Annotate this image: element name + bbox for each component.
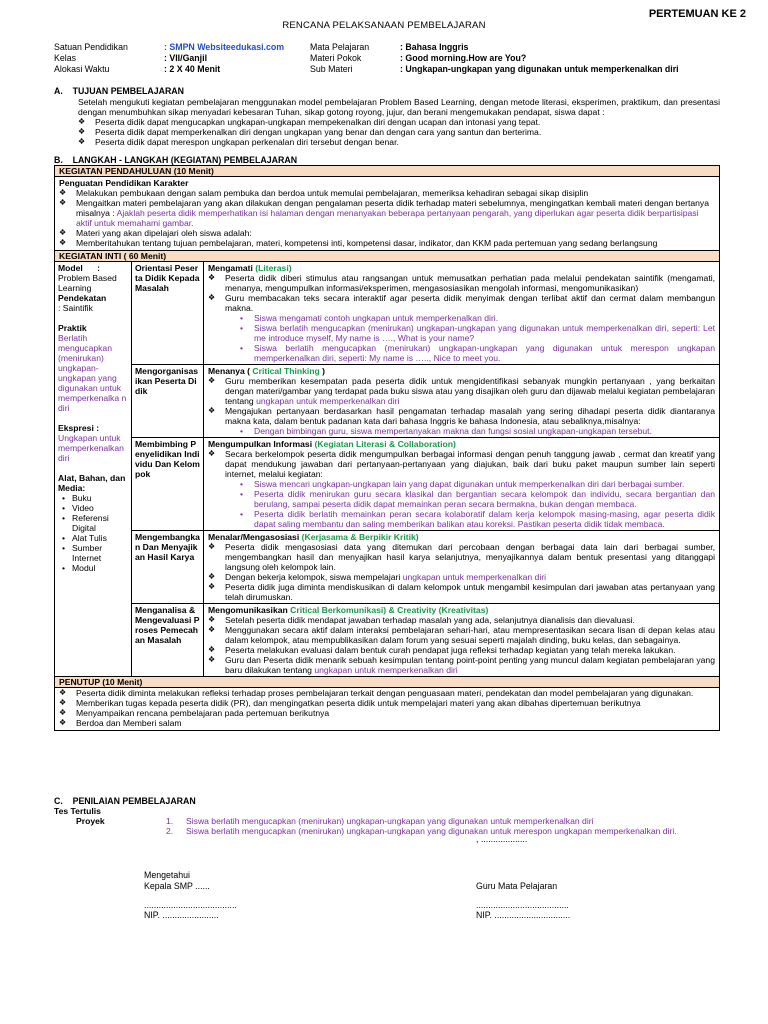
step-phase: Mengembangkan Dan Menyajikan Hasil Karya [132,531,204,603]
id-label: Materi Pokok [310,53,362,63]
step-subitem: • Dengan bimbingan guru, siswa mempertanyakan makna dan fungsi sosial ungkapan-ungkapan tersebut. [254,426,715,436]
step-body [204,531,719,603]
tes-label: Tes Tertulis [54,806,101,816]
step-subitem: • Peserta didik menirukan guru secara klasikal dan bergantian secara kelompok dan individu, secara bergantian dan berulang, sampai peserta didik dapat memainkan peran secara bermakna, bukan dengan membaca. [254,489,715,509]
pendahuluan-item [59,198,715,228]
section-c-body [54,806,720,840]
sign-guru: Guru Mata Pelajaran [476,881,558,891]
inti-steps [132,262,719,676]
step-item: ❖ Setelah peserta didik mendapat jawaban terhadap masalah yang ada, selanjutnya dianalisis dan dievaluasi. [208,615,715,625]
sign-place: , ................... [476,834,528,844]
step-row [132,531,719,604]
model-value: Problem Based Learning [58,273,117,293]
section-b-heading: B. LANGKAH - LANGKAH (KEGIATAN) PEMBELAJARAN [54,155,298,165]
pendahuluan-body [55,177,719,251]
step-subitem: • Siswa berlatih mengucapkan (menirukan) ungkapan-ungkapan yang digunakan untuk memperkenalkan diri, seperti: Let me introduce myself, My name is …., What is your name? [254,323,715,343]
step-tag: Critical Thinking [252,366,320,376]
pendahuluan-item: ❖ Melakukan pembukaan dengan salam pembuka dan berdoa untuk memulai pembelajaran, memeriksa kehadiran sebagai sikap disiplin [59,188,715,198]
step-tag: (Kegiatan Literasi & Collaboration) [314,439,456,449]
step-head: Mengamati [208,263,253,273]
section-a-body [78,97,720,147]
alat-item: • Buku [62,493,128,503]
step-subitem: • Siswa mencari ungkapan-ungkapan lain yang dapat digunakan untuk memperkenalkan diri dari berbagai sumber. [254,479,715,489]
section-a-heading: A. TUJUAN PEMBELAJARAN [54,86,185,96]
step-item: ❖ Peserta didik diberi stimulus atau rangsangan untuk memusatkan perhatian pada melalui pendekatan saintifik (mengamati, menanya, mengumpulkan informasi/eksperimen, mengasosiasikan mengolah informasi, mengomunikasikan) [208,273,715,293]
assessment-number: 2. [166,826,174,836]
step-item: ❖ Menggunakan secara aktif dalam interaksi pembelajaran sehari-hari, atau mempresentasikan secara lisan di depan kelas atau dalam kelompok, atau mempublikasikan dalam forum yang sesuai seperti majalah dinding, buku kelas, dan sebagainya. [208,625,715,645]
penutup-item: ❖ Peserta didik diminta melakukan refleksi terhadap proses pembelajaran terkait dengan penguasaan materi, pendekatan dan model pembelajaran yang digunakan. [59,688,715,698]
ekspresi-value: Ungkapan untuk memperkenalkan diri [58,433,124,463]
proyek-label: Proyek [76,816,105,826]
step-subitem: • Peserta didik berlatih memainkan peran secara kolaboratif dalam kerja kelompok masing-masing, agar peserta didik dapat saling membantu dan saling memberikan balikan atau koreksi. Pastikan peserta didik tidak membaca. [254,509,715,529]
alat-item: • Referensi Digital [62,513,128,533]
sign-kepala: Kepala SMP ...... [144,881,210,891]
step-body [204,604,719,676]
step-row [132,604,719,676]
id-label: Satuan Pendidikan [54,42,128,52]
section-a-intro: Setelah mengukuti kegiatan pembelajaran menggunakan model pembelajaran Problem Based Learning, dengan metode literasi, eksperimen, praktikum, dan presentasi dengan menumbuhkan sikap menyadari kebesaran Tuhan, sikap gotong royong, jujur, dan berani mengemukakan pendapat, siswa dapat : [78,97,720,117]
alat-item: • Modul [62,563,128,573]
inti-header: KEGIATAN INTI ( 60 Menit) [55,251,719,262]
praktik-label: Praktik [58,323,87,333]
step-item-purple: ungkapan untuk memperkenalkan diri [256,396,400,406]
step-item: ❖ Secara berkelompok peserta didik mengumpulkan berbagai informasi dengan penuh tanggung jawab , cermat dan kreatif yang dapat mendukung jawaban dari pertanyaan-pertanyaan yang diajukan, baik dari buku paket maupun sumber lain seperti internet, melalui kegiatan: [208,449,715,479]
assessment-number: 1. [166,816,174,826]
alat-item: • Video [62,503,128,513]
id-value: : VII/Ganjil [164,53,208,63]
step-row [132,365,719,438]
id-value: : Bahasa Inggris [400,42,469,52]
step-item [208,572,715,582]
step-body [204,438,719,530]
step-item-text: Guru dan Peserta didik menarik sebuah kesimpulan tentang point-point penting yang muncul dalam kegiatan pembelajaran yang baru dilakukan tentang [225,655,715,675]
step-phase: Membimbing Penyelidikan Individu Dan Kelompok [132,438,204,530]
page-title: RENCANA PELAKSANAAN PEMBELAJARAN [282,20,486,31]
penutup-item: ❖ Memberikan tugas kepada peserta didik (PR), dan mengingatkan peserta didik untuk mempelajari materi yang akan dibahas dipertemuan berikutnya [59,698,715,708]
step-phase: Menganalisa & Mengevaluasi Proses Pemecahan Masalah [132,604,204,676]
pendahuluan-item: ❖ Materi yang akan dipelajari oleh siswa adalah: [59,228,715,238]
step-item: ❖ Mengajukan pertanyaan berdasarkan hasil pengamatan terhadap masalah yang sering dihadapi peserta didik diantaranya makna kata, dalam bentuk padanan kata dari bahasa Inggris ke bahasa Indonesia, atau sebaliknya,misalnya: [208,406,715,426]
pendahuluan-item: ❖ Memberitahukan tentang tujuan pembelajaran, materi, kompetensi inti, kompetensi dasar, indikator, dan KKM pada pertemuan yang sedang berlangsung [59,238,715,248]
penutup-body [55,688,719,730]
pendahuluan-header: KEGIATAN PENDAHULUAN (10 Menit) [55,166,719,177]
sign-nip-left: NIP. ....................... [144,910,219,920]
assessment-item: Siswa berlatih mengucapkan (menirukan) ungkapan-ungkapan yang digunakan untuk memperkenalkan diri [186,816,594,826]
step-item: ❖ Peserta didik juga diminta mendiskusikan di dalam kelompok untuk mengambil kesimpulan dari jawaban atas pertanyaan yang telah dirumuskan. [208,582,715,602]
step-head: Mengumpulkan Informasi [208,439,313,449]
step-phase: Orientasi Peserta Didik Kepada Masalah [132,262,204,364]
objective-item: ❖ Peserta didik dapat mengucapkan ungkapan-ungkapan mempekenalkan diri dengan ucapan dan intonasi yang tepat. [78,117,720,127]
meeting-badge: PERTEMUAN KE 2 [648,8,746,20]
activities-table [54,165,720,731]
praktik-value: Berlatih mengucapkan (menirukan) ungkapan-ungkapan yang digunakan untuk memperkenalka n diri [58,333,127,413]
assessment-item: Siswa berlatih mengucapkan (menirukan) ungkapan-ungkapan yang digunakan untuk merespon ungkapan memperkenalkan diri. [186,826,677,836]
sign-dots-right: ...................................... [476,900,569,910]
pendekatan-label: Pendekatan [58,293,107,303]
step-item [208,655,715,675]
step-item: ❖ Guru membacakan teks secara interaktif agar peserta didik menyimak dengan terlibat aktif dan cermat dalam membangun makna. [208,293,715,313]
id-label: Alokasi Waktu [54,64,110,74]
pendahuluan-sub: Penguatan Pendidikan Karakter [59,178,189,188]
pendekatan-value: : Saintifik [58,303,93,313]
step-body [204,365,719,437]
step-phase: Mengorganisasikan Peserta Didik [132,365,204,437]
section-c-heading: C. PENILAIAN PEMBELAJARAN [54,796,196,806]
id-value: : Good morning.How are You? [400,53,527,63]
objective-item: ❖ Peserta didik dapat merespon ungkapan perkenalan diri tersebut dengan benar. [78,137,720,147]
step-item: ❖ Peserta melakukan evaluasi dalam bentuk curah pendapat juga refleksi terhadap kegiatan yang telah mereka lakukan. [208,645,715,655]
model-label: Model : [58,263,101,273]
id-label: Sub Materi [310,64,353,74]
step-tail: ) [322,366,326,376]
alat-item: • Alat Tulis [62,533,128,543]
step-body [204,262,719,364]
step-subitem: • Siswa berlatih mengucapkan (menirukan) ungkapan-ungkapan yang digunakan untuk merespon ungkapan memperkenalkan diri, seperti: My name is ….., Nice to meet you. [254,343,715,363]
step-subitem: • Siswa mengamati contoh ungkapan untuk memperkenalkan diri. [254,313,715,323]
alat-label: Alat, Bahan, dan Media: [58,473,126,493]
alat-item: • Sumber Internet [62,543,128,563]
step-tag: (Literasi) [255,263,292,273]
step-item [208,376,715,406]
step-item-purple: ungkapan untuk memperkenalkan diri [402,572,547,582]
sign-nip-right: NIP. ............................... [476,910,571,920]
step-item-text: Guru memberikan kesempatan pada peserta didik untuk mengidentifikasi sebanyak mungkin pertanyaan , yang berkaitan dengan materi/gambar yang terdapat pada buku siswa atau yang disajikan oleh guru dan dijawab melalui kegiatan pembelajaran tentang [225,376,715,406]
id-label: Mata Pelajaran [310,42,370,52]
step-tag: (Kerjasama & Berpikir Kritik) [301,532,419,542]
ekspresi-label: Ekspresi : [58,423,100,433]
sign-mengetahui: Mengetahui [144,870,190,880]
step-item: ❖ Peserta didik mengasosiasi data yang ditemukan dari percobaan dengan berbagai data lain dari berbagai sumber, mengembangkan hasil dan menyajikan hasil karya selanjutnya, menyajikannya dalam bentuk presentasi yang ditanggapi langsung oleh kelompok lain. [208,542,715,572]
step-head: Menanya ( [208,366,251,376]
step-head: Menalar/Mengasosiasi [208,532,300,542]
objective-item: ❖ Peserta didik dapat memperkenalkan diri dengan ungkapan yang benar dan dengan cara yang santun dan berterima. [78,127,720,137]
penutup-item: ❖ Menyampaikan rencana pembelajaran pada pertemuan berikutnya [59,708,715,718]
sign-dots-left: ...................................... [144,900,237,910]
id-value: : 2 X 40 Menit [164,64,221,74]
model-column [55,262,132,676]
step-head: Mengomunikasikan [208,605,288,615]
id-value: : Ungkapan-ungkapan yang digunakan untuk memperkenalkan diri [400,64,679,74]
step-tag: Critical Berkomunikasi) & Creativity (Kreativitas) [290,605,489,615]
penutup-item: ❖ Berdoa dan Memberi salam [59,718,715,728]
step-row [132,262,719,365]
step-item-purple: ungkapan untuk memperkenalkan diri [314,665,458,675]
penutup-header: PENUTUP (10 Menit) [55,677,719,688]
pendahuluan-item-text: Mengaitkan materi pembelajaran yang akan dilakukan dengan pengalaman peserta didik terhadap materi sebelumnya, mengingatkan kembali materi dengan bertanya misalnya : [76,198,709,218]
step-row [132,438,719,531]
id-label: Kelas [54,53,77,63]
inti-body [55,262,719,677]
pendahuluan-note: Ajaklah peserta didik memperhatikan isi halaman dengan menanyakan beberapa pertanyaan pengarah, yang diperlukan agar peserta didik berpartisipasi aktif untuk memahami gambar. [76,208,699,228]
step-item-text: Dengan bekerja kelompok, siswa mempelajari [225,572,401,582]
id-value: : SMPN Websiteedukasi.com [164,42,285,52]
